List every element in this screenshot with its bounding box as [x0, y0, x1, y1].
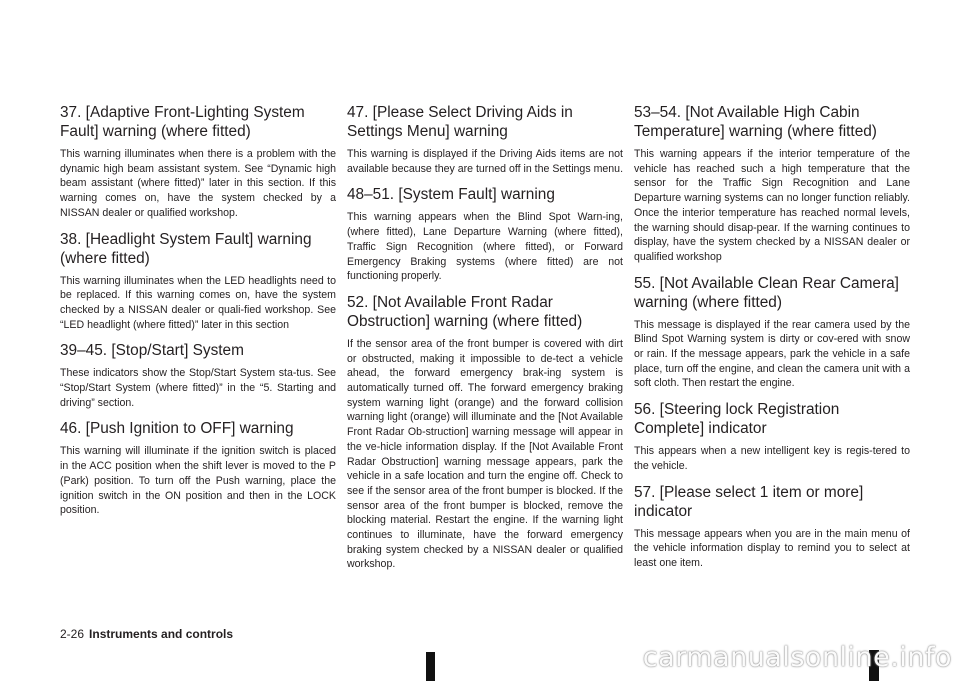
section-body: If the sensor area of the front bumper is covered with dirt or obstructed, making it impossible to de-tect a vehicle ahead, the forward emergency brak-ing system is automatically turned off. The forward emergency braking system warning light (orange) and the forward collision warning light (orange) will illuminate and the [Not Available Front Radar Ob-struction] warning message will appear in the ve-hicle information display. If the [Not Available Front Radar Obstruction] warning message appears, park the vehicle in a safe location and turn the engine off. Check to see if the sensor area of the front bumper is blocked. If the sensor area of the front bumper is blocked, remove the blocking material. Restart the engine. If the warning light continues to illuminate, have the forward emergency braking system checked by a NISSAN dealer or qualified workshop.	[347, 337, 623, 571]
section-heading: 46. [Push Ignition to OFF] warning	[60, 420, 294, 438]
section-47	[347, 103, 623, 176]
section-body: This warning illuminates when there is a problem with the dynamic high beam assistant system. See “Dynamic high beam assistant (where fitted)” later in this section. If this warning comes on, have the system checked by a NISSAN dealer or qualified workshop.	[60, 148, 336, 219]
section-39-45	[60, 341, 336, 410]
page-footer	[60, 627, 233, 641]
section-46	[60, 419, 336, 518]
section-body: These indicators show the Stop/Start System sta-tus. See “Stop/Start System (where fitted)” in the “5. Starting and driving” section.	[60, 367, 336, 409]
column-right	[634, 103, 910, 580]
section-heading: 47. [Please Select Driving Aids in Settings Menu] warning	[347, 104, 573, 140]
section-body: This warning appears if the interior temperature of the vehicle has reached such a high temperature that the sensor for the Traffic Sign Recognition and Lane Departure warning systems can no longer function reliably. Once the interior temperature has reached normal levels, the warning should disap-pear. If the warning continues to display, have the system checked by a NISSAN dealer or qualified workshop	[634, 148, 910, 263]
section-38	[60, 230, 336, 333]
column-left	[60, 103, 336, 527]
column-middle	[347, 103, 623, 581]
section-heading: 38. [Headlight System Fault] warning (where fitted)	[60, 230, 312, 267]
section-body: This warning is displayed if the Driving Aids items are not available because they are turned off in the Settings menu.	[347, 148, 624, 175]
footer-section-title: Instruments and controls	[89, 627, 234, 641]
section-heading: 48–51. [System Fault] warning	[347, 186, 555, 204]
section-heading: 57. [Please select 1 item or more] indicator	[634, 483, 864, 520]
section-body: This message appears when you are in the main menu of the vehicle information display to remind you to select at least one item.	[634, 527, 910, 569]
section-57	[634, 483, 910, 571]
section-heading: 52. [Not Available Front Radar Obstruction] warning (where fitted)	[347, 293, 583, 330]
section-body: This warning appears when the Blind Spot Warn-ing, (where fitted), Lane Departure Warning (where fitted), Traffic Sign Recognition (where fitted), or Forward Emergency Braking systems (where fitted) are not functioning properly.	[347, 211, 623, 283]
section-body: This warning illuminates when the LED headlights need to be replaced. If this warning comes on, have the system checked by a NISSAN dealer or quali-fied workshop. See “LED headlight (where fitted)” later in this section	[60, 274, 336, 331]
page-number: 2-26	[60, 627, 85, 641]
section-heading: 53–54. [Not Available High Cabin Temperature] warning (where fitted)	[634, 104, 877, 140]
section-heading: 37. [Adaptive Front-Lighting System Fault] warning (where fitted)	[60, 104, 305, 140]
section-body: This message is displayed if the rear camera used by the Blind Spot Warning system is dirty or cov-ered with snow or rain. If the message appears, park the vehicle in a safe place, turn off the engine, and clean the camera unit with a soft cloth. Then restart the engine.	[634, 318, 910, 390]
section-heading: 39–45. [Stop/Start] System	[60, 342, 244, 360]
site-watermark: carmanualsonline.info	[642, 642, 952, 673]
section-52	[347, 293, 623, 572]
section-53-54	[634, 103, 910, 265]
section-heading: 55. [Not Available Clean Rear Camera] warning (where fitted)	[634, 274, 899, 311]
section-body: This warning will illuminate if the ignition switch is placed in the ACC position when the shift lever is moved to the P (Park) position. To turn off the Push warning, place the ignition switch in the ON position and then in the LOCK position.	[60, 445, 336, 517]
section-37	[60, 103, 336, 221]
section-55	[634, 274, 910, 392]
section-56	[634, 400, 910, 473]
section-48-51	[347, 185, 623, 284]
crop-mark-bar	[426, 652, 435, 681]
section-body: This appears when a new intelligent key is regis-tered to the vehicle.	[634, 445, 910, 472]
section-heading: 56. [Steering lock Registration Complete] indicator	[634, 401, 840, 438]
